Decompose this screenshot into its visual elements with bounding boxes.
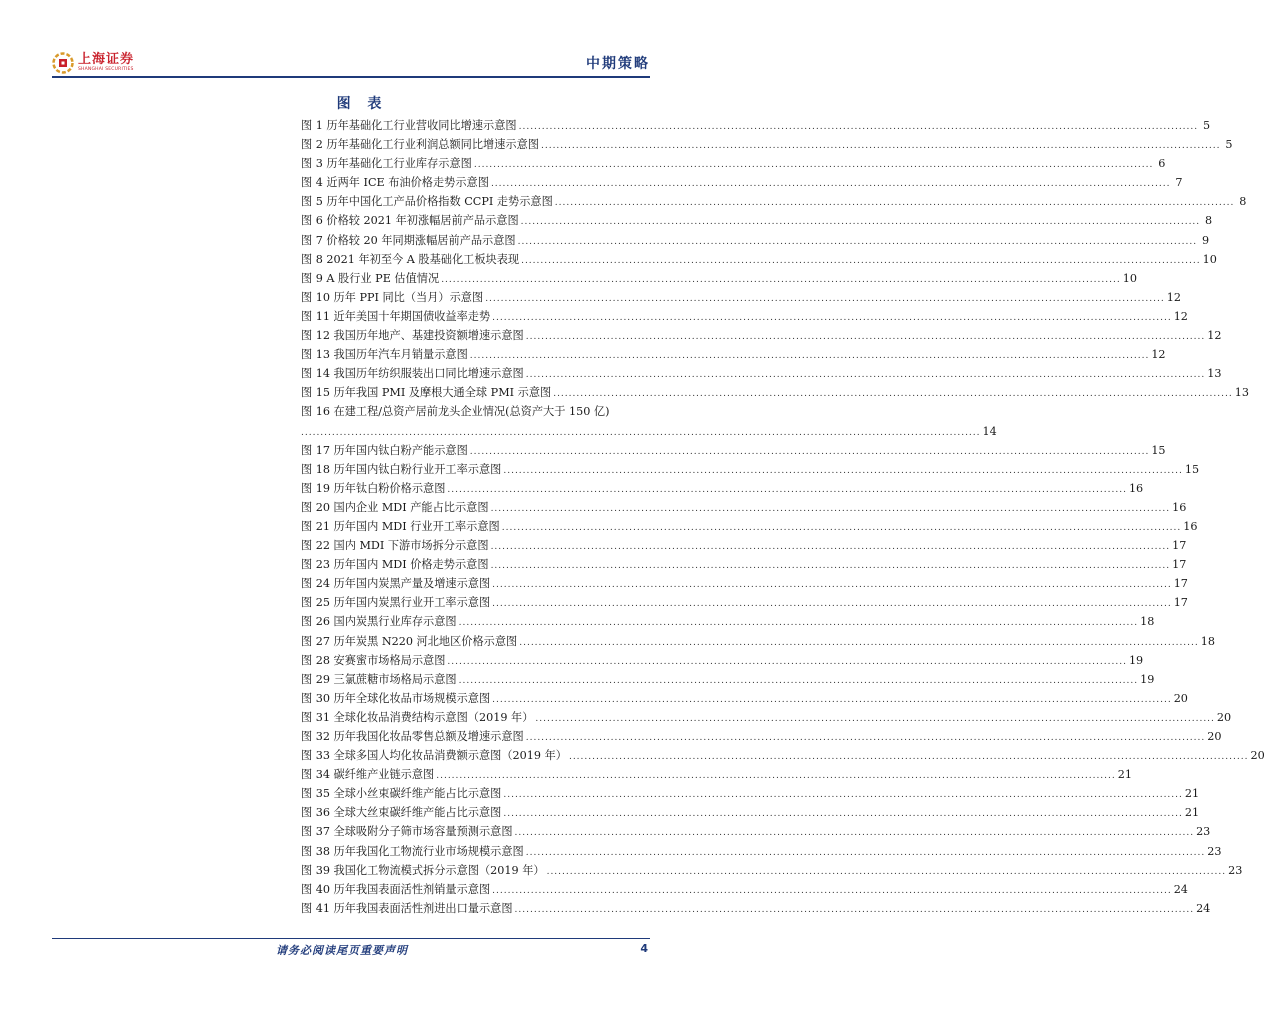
toc-entry-label: 图 14 我国历年纺织服装出口同比增速示意图 (301, 367, 524, 381)
toc-entry-label: 图 37 全球吸附分子筛市场容量预测示意图 (301, 825, 513, 839)
toc-entry-label: 图 35 全球小丝束碳纤维产能占比示意图 (301, 787, 502, 801)
toc-entry-page: 23 (1228, 863, 1243, 877)
toc-entry-page: 23 (1196, 825, 1211, 839)
toc-entry-label: 图 41 历年我国表面活性剂进出口量示意图 (301, 901, 513, 915)
toc-entry-leader: ................................................................................................................................................................................ (490, 179, 1171, 190)
toc-entry-leader: ................................................................................................................................................................................ (473, 160, 1154, 171)
toc-entry-page: 5 (1225, 138, 1233, 152)
toc-entry-page: 8 (1239, 195, 1247, 209)
toc-entry-label: 图 38 历年我国化工物流行业市场规模示意图 (301, 844, 524, 858)
toc-entry[interactable] (301, 288, 1181, 307)
toc-entry-label: 图 7 价格较 20 年同期涨幅居前产品示意图 (301, 233, 516, 247)
toc-entry-page: 17 (1173, 596, 1188, 610)
toc-entry-leader: ................................................................................................................................................................................ (525, 733, 1206, 743)
toc-entry[interactable] (301, 765, 1132, 784)
toc-entry-label: 图 24 历年国内炭黑产量及增速示意图 (301, 577, 491, 591)
toc-entry[interactable] (301, 250, 1217, 269)
toc-entry-leader: ................................................................................................................................................................................ (501, 522, 1182, 533)
toc-entry[interactable] (301, 651, 1144, 670)
toc-entry-page: 10 (1122, 271, 1137, 285)
toc-entry[interactable] (301, 422, 997, 441)
toc-entry-leader: ................................................................................................................................................................................ (503, 465, 1183, 476)
toc-entry-leader: ................................................................................................................................................................................ (517, 236, 1198, 247)
toc-entry[interactable] (301, 517, 1198, 536)
toc-entry-leader: ................................................................................................................................................................................ (492, 885, 1172, 896)
toc-entry-leader: ................................................................................................................................................................................ (458, 675, 1139, 686)
toc-entry-leader: ................................................................................................................................................................................ (503, 790, 1183, 801)
toc-entry-leader: ................................................................................................................................................................................ (514, 904, 1195, 915)
toc-entry[interactable] (301, 670, 1155, 689)
toc-entry-label: 图 40 历年我国表面活性剂销量示意图 (301, 882, 491, 896)
toc-entry-label: 图 19 历年钛白粉价格示意图 (301, 481, 446, 495)
toc-entry-leader: ................................................................................................................................................................................ (492, 599, 1172, 610)
toc-entry-label: 图 3 历年基础化工行业库存示意图 (301, 157, 472, 171)
toc-entry-leader: ................................................................................................................................................................................ (514, 828, 1195, 839)
toc-entry-leader: ................................................................................................................................................................................ (469, 446, 1150, 457)
toc-entry-leader: ................................................................................................................................................................................ (492, 312, 1172, 323)
toc-entry-page: 14 (982, 424, 997, 438)
toc-entry[interactable] (301, 307, 1188, 326)
toc-entry-page: 19 (1128, 653, 1144, 667)
toc-entry[interactable] (301, 269, 1137, 288)
toc-entry-label: 图 2 历年基础化工行业利润总额同比增速示意图 (301, 138, 539, 152)
toc-entry-label: 图 13 我国历年汽车月销量示意图 (301, 348, 468, 362)
toc-entry[interactable] (301, 822, 1211, 841)
toc-entry-label: 图 23 历年国内 MDI 价格走势示意图 (301, 558, 489, 572)
toc-entry-page: 24 (1196, 901, 1211, 915)
toc-entry-leader: ................................................................................................................................................................................ (568, 752, 1249, 763)
toc-entry-leader: ................................................................................................................................................................................ (525, 370, 1206, 381)
toc-entry-leader: ................................................................................................................................................................................ (490, 503, 1171, 514)
toc-entry-leader: ................................................................................................................................................................................ (490, 542, 1171, 553)
toc-entry[interactable] (301, 116, 1211, 135)
toc-entry-leader: ................................................................................................................................................................................ (436, 771, 1116, 782)
toc-entry-leader: ................................................................................................................................................................................ (525, 847, 1206, 858)
toc-entry-leader: ................................................................................................................................................................................ (525, 332, 1206, 343)
report-type-label: 中期策略 (586, 56, 650, 72)
toc-entry-page: 6 (1158, 157, 1166, 171)
toc-entry[interactable] (301, 231, 1210, 250)
toc-entry-label: 图 12 我国历年地产、基建投资额增速示意图 (301, 329, 524, 343)
toc-entry-page: 13 (1234, 386, 1249, 400)
toc-entry[interactable] (301, 861, 1243, 880)
toc-entry-leader: ................................................................................................................................................................................ (458, 618, 1139, 629)
toc-entry[interactable] (301, 536, 1187, 555)
toc-entry[interactable] (301, 479, 1144, 498)
toc-entry-leader: ................................................................................................................................................................................ (553, 389, 1233, 400)
company-logo (52, 50, 134, 76)
toc-entry[interactable] (301, 612, 1155, 631)
toc-entry-page: 20 (1250, 749, 1265, 763)
toc-entry-leader: ................................................................................................................................................................................ (447, 656, 1127, 667)
toc-entry[interactable] (301, 154, 1166, 173)
toc-entry-page: 17 (1172, 539, 1187, 553)
toc-entry-leader: ................................................................................................................................................................................ (546, 866, 1227, 877)
toc-entry-label: 图 30 历年全球化妆品市场规模示意图 (301, 691, 491, 705)
toc-entry-label: 图 39 我国化工物流模式拆分示意图（2019 年） (301, 863, 545, 877)
toc-entry-page: 12 (1166, 290, 1181, 304)
toc-entry-label: 图 22 国内 MDI 下游市场拆分示意图 (301, 539, 489, 553)
toc-entry-leader: ................................................................................................................................................................................ (540, 141, 1221, 152)
toc-entry[interactable] (301, 899, 1211, 918)
toc-entry[interactable] (301, 498, 1187, 517)
toc-entry-leader: ................................................................................................................................................................................ (503, 809, 1183, 820)
toc-entry-label: 图 20 国内企业 MDI 产能占比示意图 (301, 500, 489, 514)
toc-entry-page: 12 (1151, 348, 1166, 362)
toc-entry-label: 图 36 全球大丝束碳纤维产能占比示意图 (301, 806, 502, 820)
footer-divider (52, 938, 650, 939)
logo-english-name: SHANGHAI SECURITIES (78, 67, 134, 73)
toc-entry-label: 图 28 安赛蜜市场格局示意图 (301, 653, 446, 667)
toc-entry-label: 图 4 近两年 ICE 布油价格走势示意图 (301, 176, 489, 190)
page-number: 4 (640, 942, 648, 955)
footer-disclaimer: 请务必阅读尾页重要声明 (276, 944, 408, 957)
toc-entry-page: 20 (1216, 710, 1232, 724)
toc-entry-leader: ................................................................................................................................................................................ (518, 122, 1199, 132)
toc-entry-page: 12 (1207, 329, 1222, 343)
toc-entry[interactable] (301, 173, 1183, 192)
toc-entry[interactable] (301, 880, 1188, 899)
toc-entry-page: 5 (1203, 119, 1211, 132)
toc-entry-label: 图 32 历年我国化妆品零售总额及增速示意图 (301, 730, 524, 743)
toc-entry[interactable] (301, 689, 1188, 708)
toc-entry[interactable] (301, 708, 1232, 727)
toc-entry[interactable] (301, 211, 1213, 230)
toc-entry-label: 图 15 历年我国 PMI 及摩根大通全球 PMI 示意图 (301, 386, 552, 400)
toc-entry-leader: ................................................................................................................................................................................ (554, 198, 1235, 209)
toc-entry-leader: ................................................................................................................................................................................ (519, 637, 1199, 648)
toc-entry[interactable] (301, 746, 1265, 765)
toc-entry-page: 20 (1207, 730, 1222, 743)
toc-entry-leader: ................................................................................................................................................................................ (301, 427, 981, 438)
toc-entry-page: 13 (1207, 367, 1222, 381)
toc-entry[interactable] (301, 364, 1222, 383)
toc-entry-label: 图 25 历年国内炭黑行业开工率示意图 (301, 596, 491, 610)
toc-entry-label: 图 11 近年美国十年期国债收益率走势 (301, 309, 491, 323)
toc-entry[interactable] (301, 326, 1222, 345)
toc-entry-leader: ................................................................................................................................................................................ (535, 713, 1215, 724)
toc-entry-page: 10 (1202, 252, 1217, 266)
toc-entry-label: 图 31 全球化妆品消费结构示意图（2019 年） (301, 710, 534, 724)
toc-entry-label: 图 18 历年国内钛白粉行业开工率示意图 (301, 462, 502, 476)
toc-entry[interactable] (301, 727, 1222, 746)
toc-entry-page: 9 (1201, 233, 1210, 247)
toc-entry-label: 图 17 历年国内钛白粉产能示意图 (301, 443, 468, 457)
toc-entry-page: 8 (1205, 214, 1213, 228)
toc-entry-page: 21 (1184, 787, 1200, 801)
toc-entry-label: 图 33 全球多国人均化妆品消费额示意图（2019 年） (301, 749, 567, 763)
toc-entry-leader: ................................................................................................................................................................................ (490, 561, 1171, 572)
toc-entry-page: 17 (1172, 558, 1187, 572)
shanghai-securities-logo-icon (52, 52, 74, 74)
toc-entry-leader: ................................................................................................................................................................................ (485, 293, 1165, 304)
toc-entry-label: 图 10 历年 PPI 同比（当月）示意图 (301, 290, 484, 304)
toc-entry-leader: ................................................................................................................................................................................ (469, 351, 1150, 362)
toc-entry[interactable] (301, 593, 1188, 612)
toc-entry[interactable] (301, 192, 1247, 211)
header-divider (52, 76, 650, 78)
toc-entry[interactable] (301, 803, 1200, 822)
toc-entry-page: 19 (1140, 672, 1155, 686)
toc-entry-label: 图 8 2021 年初至今 A 股基础化工板块表现 (301, 252, 520, 266)
toc-entry-label: 图 1 历年基础化工行业营收同比增速示意图 (301, 119, 517, 132)
toc-entry-label: 图 29 三氯蔗糖市场格局示意图 (301, 672, 457, 686)
toc-entry-page: 18 (1140, 615, 1155, 629)
toc-entry-leader: ................................................................................................................................................................................ (492, 694, 1172, 705)
toc-entry-page: 16 (1128, 481, 1144, 495)
toc-entry[interactable] (301, 632, 1215, 651)
toc-entry-leader: ................................................................................................................................................................................ (441, 274, 1121, 285)
toc-entry[interactable] (301, 402, 644, 421)
toc-entry[interactable] (301, 460, 1200, 479)
toc-entry[interactable] (301, 345, 1166, 364)
logo-chinese-name: 上海证券 (78, 52, 135, 68)
toc-entry[interactable] (301, 555, 1187, 574)
toc-entry-page: 23 (1207, 844, 1222, 858)
toc-entry-page: 17 (1173, 577, 1188, 591)
toc-entry-leader: ................................................................................................................................................................................ (521, 255, 1201, 266)
toc-entry[interactable] (301, 574, 1188, 593)
toc-title: 图 表 (336, 96, 388, 112)
toc-entry-page: 15 (1151, 443, 1166, 457)
toc-entry-leader: ................................................................................................................................................................................ (520, 217, 1201, 228)
toc-entry-label: 图 21 历年国内 MDI 行业开工率示意图 (301, 519, 500, 533)
toc-entry-page: 7 (1175, 176, 1183, 190)
toc-entry-page: 21 (1117, 768, 1132, 782)
figure-list (301, 116, 1265, 918)
toc-entry[interactable] (301, 784, 1200, 803)
toc-entry-leader: ................................................................................................................................................................................ (492, 580, 1172, 591)
toc-entry-page: 16 (1172, 500, 1187, 514)
toc-entry-page: 24 (1173, 882, 1188, 896)
toc-entry-page: 16 (1183, 519, 1198, 533)
toc-entry-page: 12 (1173, 309, 1188, 323)
toc-entry-page: 18 (1200, 634, 1215, 648)
toc-entry[interactable] (301, 842, 1222, 861)
toc-entry[interactable] (301, 135, 1233, 154)
toc-entry-label: 图 9 A 股行业 PE 估值情况 (301, 271, 440, 285)
toc-entry-label: 图 6 价格较 2021 年初涨幅居前产品示意图 (301, 214, 519, 228)
toc-entry-label: 图 34 碳纤维产业链示意图 (301, 768, 435, 782)
toc-entry[interactable] (301, 383, 1249, 402)
toc-entry-label: 图 16 在建工程/总资产居前龙头企业情况(总资产大于 150 亿) (301, 405, 610, 419)
toc-entry-page: 21 (1184, 806, 1200, 820)
toc-entry-label: 图 5 历年中国化工产品价格指数 CCPI 走势示意图 (301, 195, 553, 209)
toc-entry[interactable] (301, 441, 1166, 460)
page-header (52, 50, 650, 76)
toc-entry-page: 15 (1184, 462, 1200, 476)
toc-entry-label: 图 26 国内炭黑行业库存示意图 (301, 615, 457, 629)
toc-entry-leader: ................................................................................................................................................................................ (447, 484, 1127, 495)
toc-entry-page: 20 (1173, 691, 1188, 705)
toc-entry-label: 图 27 历年炭黑 N220 河北地区价格示意图 (301, 634, 518, 648)
